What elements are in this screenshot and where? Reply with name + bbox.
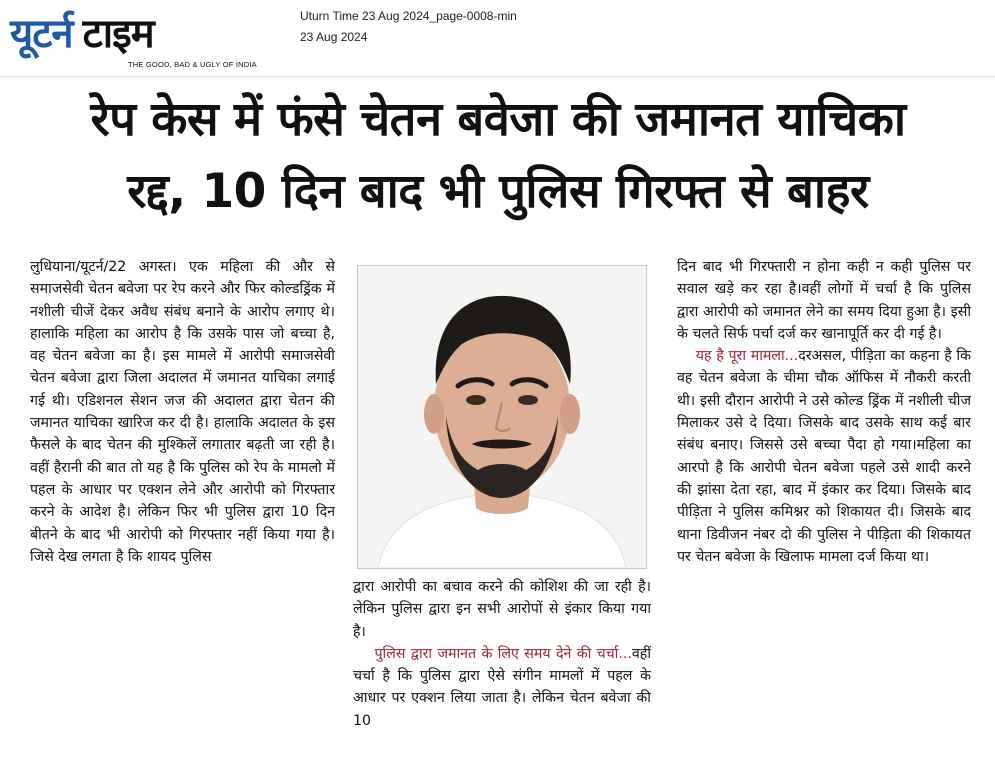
- headline-line-2: रद्द, 10 दिन बाद भी पुलिस गिरफ्त से बाहर: [127, 164, 869, 219]
- masthead: [0, 0, 995, 76]
- file-title: Uturn Time 23 Aug 2024_page-0008-min: [300, 9, 517, 23]
- article-column-3: [677, 256, 971, 754]
- file-meta: [300, 6, 517, 48]
- column-2-subsection-text: वहीं चर्चा है कि पुलिस द्वारा ऐसे संगीन मामलों में पहल के आधार पर एक्शन लिया जाता है। लेकिन चेतन बवेजा की 10: [353, 645, 651, 729]
- headline-line-1: रेप केस में फंसे चेतन बवेजा की जमानत याचिका: [90, 92, 906, 147]
- logo-tagline: THE GOOD, BAD & UGLY OF INDIA: [128, 60, 257, 69]
- column-1-text: लुधियाना/यूटर्न/22 अगस्त। एक महिला की और से समाजसेवी चेतन बवेजा पर रेप करने और फिर कोल्डड्रिंक में नशीली चीजें देकर अवैध संबंध बनाने के आरोप लगाए थे।हालाकि महिला का आरोप है कि उसके पास जो बच्चा है, वह चेतन बवेजा का है। इस मामले में आरोपी समाजसेवी चेतन बवेजा द्वारा जिला अदालत में जमानत याचिका लगाई गई थी। एडिशनल सेशन जज की अदालत द्वारा चेतन की जमानत याचिका खारिज कर दी है। हालाकि अदालत के इस फैसले के बाद चेतन की मुश्किलें लगातार बढ़ती जा रही है। वहीं हैरानी की बात तो यह है कि पुलिस को रेप के मामलो में पहल के आधार पर एक्शन लेने और आरोपी को गिरफ्तार करने के आदेश है। लेकिन फिर भी पुलिस द्वारा 10 दिन बीतने के बाद भी आरोपी को गिरफ्तार नहीं किया गया है।जिसे देख लगता है कि शायद पुलिस: [30, 259, 335, 565]
- portrait-image: [358, 266, 646, 568]
- column-3-subsection-text: दरअसल, पीड़िता का कहना है कि वह चेतन बवेजा के चीमा चौक ऑफिस में नौकरी करती थी। इसी दौरान आरोपी ने उसे कोल्ड ड्रिंक में नशीली चीज मिलाकर उसे दे दिया। जिसके बाद उसके साथ कई बार संबंध बनाए। जिससे उसे बच्चा पैदा हो गया।महिला का आरपो है कि आरोपी चेतन बवेजा पहले उसे शादी करने की झांसा देता रहा, बाद में इंकार कर दिया। जिसके बाद पीड़िता ने पुलिस कमिश्नर को शिकायत दी। जिसके बाद थाना डिवीजन नंबर दो की पुलिस ने पीड़िता की शिकायत पर चेतन बवेजा के खिलाफ मामला दर्ज किया था।: [677, 348, 971, 565]
- column-3-text: दिन बाद भी गिरफ्तारी न होना कही न कही पुलिस पर सवाल खड़े कर रहा है।वहीं लोगों में चर्चा है कि पुलिस द्वारा आरोपी को जमानत लेने का समय दिया हुआ है। इसी के चलते सिर्फ पर्चा दर्ज कर खानापूर्ति कर दी गई है।: [677, 259, 971, 342]
- article-column-2: [353, 576, 651, 756]
- headline: [12, 84, 984, 228]
- accused-photo: [357, 265, 647, 569]
- article-column-1: [30, 256, 335, 754]
- column-2-text: द्वारा आरोपी का बचाव करने की कोशिश की जा रही है। लेकिन पुलिस द्वारा इन सभी आरोपों से इंकार किया गया है।: [353, 579, 651, 640]
- newspaper-logo: [10, 4, 295, 72]
- column-2-kicker: पुलिस द्वारा जमानत के लिए समय देने की चर्चा...: [374, 645, 632, 662]
- column-3-kicker: यह है पूरा मामला...: [695, 348, 799, 365]
- column-3-subsection: [677, 345, 971, 568]
- publish-date: 23 Aug 2024: [300, 30, 368, 44]
- masthead-divider: [0, 76, 995, 77]
- logo-wordmark: [10, 4, 154, 59]
- logo-part-2: टाइम: [82, 11, 154, 57]
- column-2-subsection: [353, 643, 651, 732]
- logo-part-1: यूटर्न: [10, 11, 73, 57]
